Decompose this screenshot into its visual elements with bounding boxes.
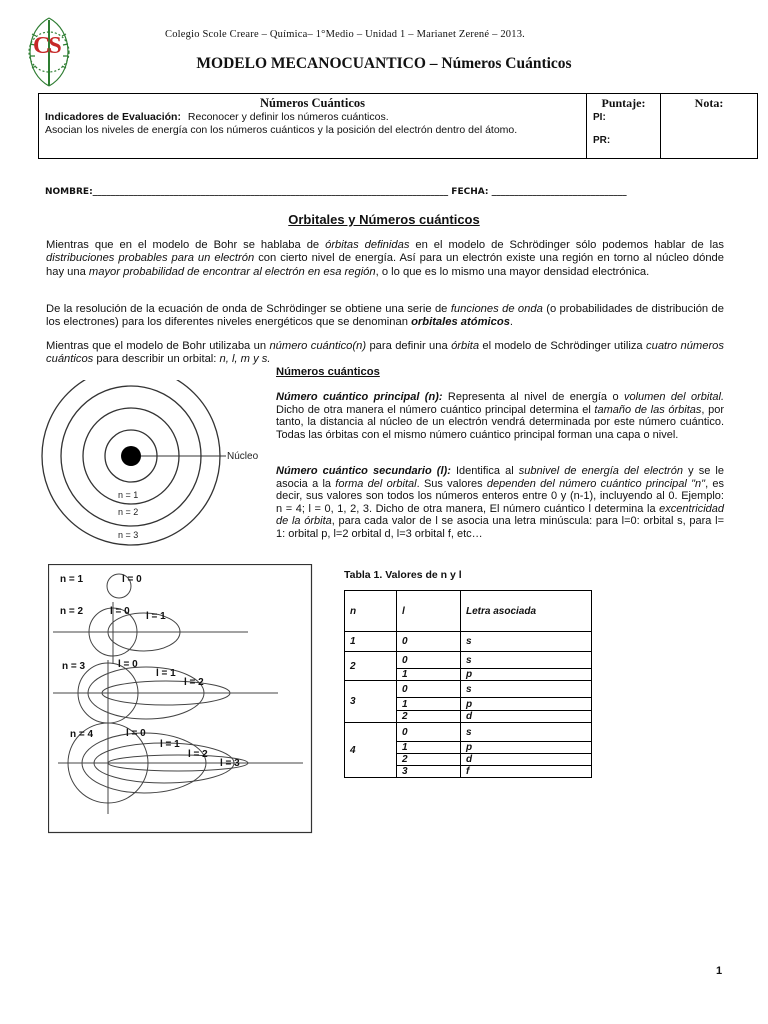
table-header: Letra asociada (461, 591, 592, 632)
table-cell-l: 2 (397, 711, 461, 723)
fig-label: l = 0 (122, 574, 142, 585)
table-cell-n: 4 (345, 723, 397, 778)
table-cell-l: 1 (397, 698, 461, 711)
table-cell-letter: f (461, 766, 592, 778)
nucleo-label: Núcleo (227, 451, 259, 462)
puntaje-label: Puntaje: (601, 96, 646, 110)
table-cell-letter: p (461, 742, 592, 754)
numeros-cuanticos-heading: Números cuánticos (276, 366, 380, 378)
table-cell-l: 0 (397, 652, 461, 669)
eval-heading: Números Cuánticos (260, 96, 365, 110)
table-cell-letter: s (461, 723, 592, 742)
paragraph-3: Mientras que el modelo de Bohr utilizaba un número cuántico(n) para definir una órbita el modelo de Schrödinger utiliza cuatro números cuánticos para describir un orbital: n, l, m y s. (46, 340, 724, 366)
pr-label: PR: (593, 135, 611, 146)
table-cell-n: 1 (345, 632, 397, 652)
nucleus (121, 446, 141, 466)
table-cell-l: 3 (397, 766, 461, 778)
n3-label: n = 3 (118, 530, 139, 540)
table-header: l (397, 591, 461, 632)
logo-letters: CS (33, 33, 60, 59)
table-cell-letter: p (461, 698, 592, 711)
page-number: 1 (716, 965, 723, 977)
n1-label: n = 1 (118, 490, 139, 500)
fig-label: l = 0 (110, 606, 130, 617)
indicadores-label: Indicadores de Evaluación: (45, 111, 181, 123)
secundario-paragraph: Número cuántico secundario (l): Identifica al subnivel de energía del electrón y se le asocia a la forma del orbital. Sus valores dependen del número cuántico principal "n", es decir, sus valores son todos los números enteros entre 0 y (n-1), incluyendo al 0. Ejemplo: n = 4; l = 0, 1, 2, 3. Dicho de otra manera, El número cuántico l determina la excentricidad de la órbita, para cada valor de l se asocia una letra minúscula: para l=0: orbital s, para l= 1: orbital p, l=2 orbital d, l=3 orbital f, etc… (276, 465, 725, 540)
table-header: n (345, 591, 397, 632)
n2-label: n = 2 (118, 507, 139, 517)
school-header: Colegio Scole Creare – Química– 1°Medio – Unidad 1 – Marianet Zerené – 2013. (165, 29, 525, 40)
fig-label: l = 2 (184, 677, 204, 688)
fig-label: l = 1 (146, 611, 166, 622)
table-cell-n: 3 (345, 681, 397, 723)
fig-label: n = 4 (70, 729, 94, 740)
table-cell-n: 2 (345, 652, 397, 681)
paragraph-1: Mientras que en el modelo de Bohr se hablaba de órbitas definidas en el modelo de Schrödinger sólo podemos hablar de las distribuciones probables para un electrón con cierto nivel de energía. Así para un electrón existe una región en torno al núcleo dónde hay una mayor probabilidad de encontrar al electrón en esa región, o lo que es lo mismo una mayor densidad electrónica. (46, 239, 725, 278)
fig-label: n = 2 (60, 606, 84, 617)
table-cell-l: 2 (397, 754, 461, 766)
fig-label: l = 1 (156, 668, 176, 679)
page-title: MODELO MECANOCUANTICO – Números Cuánticos (196, 55, 572, 72)
principal-paragraph: Número cuántico principal (n): Representa al nivel de energía o volumen del orbital. Dicho de otra manera el número cuántico principal determina el tamaño de las órbitas, por tanto, la distancia al núcleo de un electrón vendrá determinada por este número cuántico. Todas las órbitas con el mismo número cuántico principal forman una capa o nivel. (276, 391, 725, 441)
n-l-values-table (344, 590, 592, 778)
table-cell-l: 0 (397, 681, 461, 698)
fig-label: l = 0 (118, 659, 138, 670)
table-cell-letter: s (461, 652, 592, 669)
nombre-fecha-line[interactable]: NOMBRE:_______________________________________________________________________________ FECHA: ______________________________ (45, 187, 627, 197)
fig-label: n = 1 (60, 574, 84, 585)
table-cell-letter: d (461, 711, 592, 723)
nota-label: Nota: (694, 96, 724, 110)
paragraph-2: De la resolución de la ecuación de onda de Schrödinger se obtiene una serie de funciones de onda (o probabilidades de distribución de los electrones) para los diferentes niveles energéticos que se denominan orbitales atómicos. (46, 303, 724, 329)
fig-label: l = 1 (160, 739, 180, 750)
table-cell-letter: d (461, 754, 592, 766)
table-cell-letter: p (461, 669, 592, 681)
table-cell-letter: s (461, 632, 592, 652)
indicadores-text-2: Asocian los niveles de energía con los números cuánticos y la posición del electrón dentro del átomo. (45, 124, 518, 136)
fig-label: l = 0 (126, 728, 146, 739)
table-cell-letter: s (461, 681, 592, 698)
orbital-shapes-figure (48, 564, 313, 834)
evaluation-box (38, 93, 758, 159)
section-title: Orbitales y Números cuánticos (288, 212, 480, 227)
fig-label: n = 3 (62, 661, 86, 672)
table-cell-l: 0 (397, 723, 461, 742)
pi-label: PI: (593, 112, 606, 123)
fig-label: l = 2 (188, 749, 208, 760)
indicadores-text: Reconocer y definir los números cuánticos. (187, 111, 389, 123)
table-caption: Tabla 1. Valores de n y l (344, 569, 462, 581)
table-cell-l: 1 (397, 742, 461, 754)
fig-label: l = 3 (220, 758, 240, 769)
table-cell-l: 0 (397, 632, 461, 652)
bohr-model-figure (40, 380, 272, 550)
table-cell-l: 1 (397, 669, 461, 681)
